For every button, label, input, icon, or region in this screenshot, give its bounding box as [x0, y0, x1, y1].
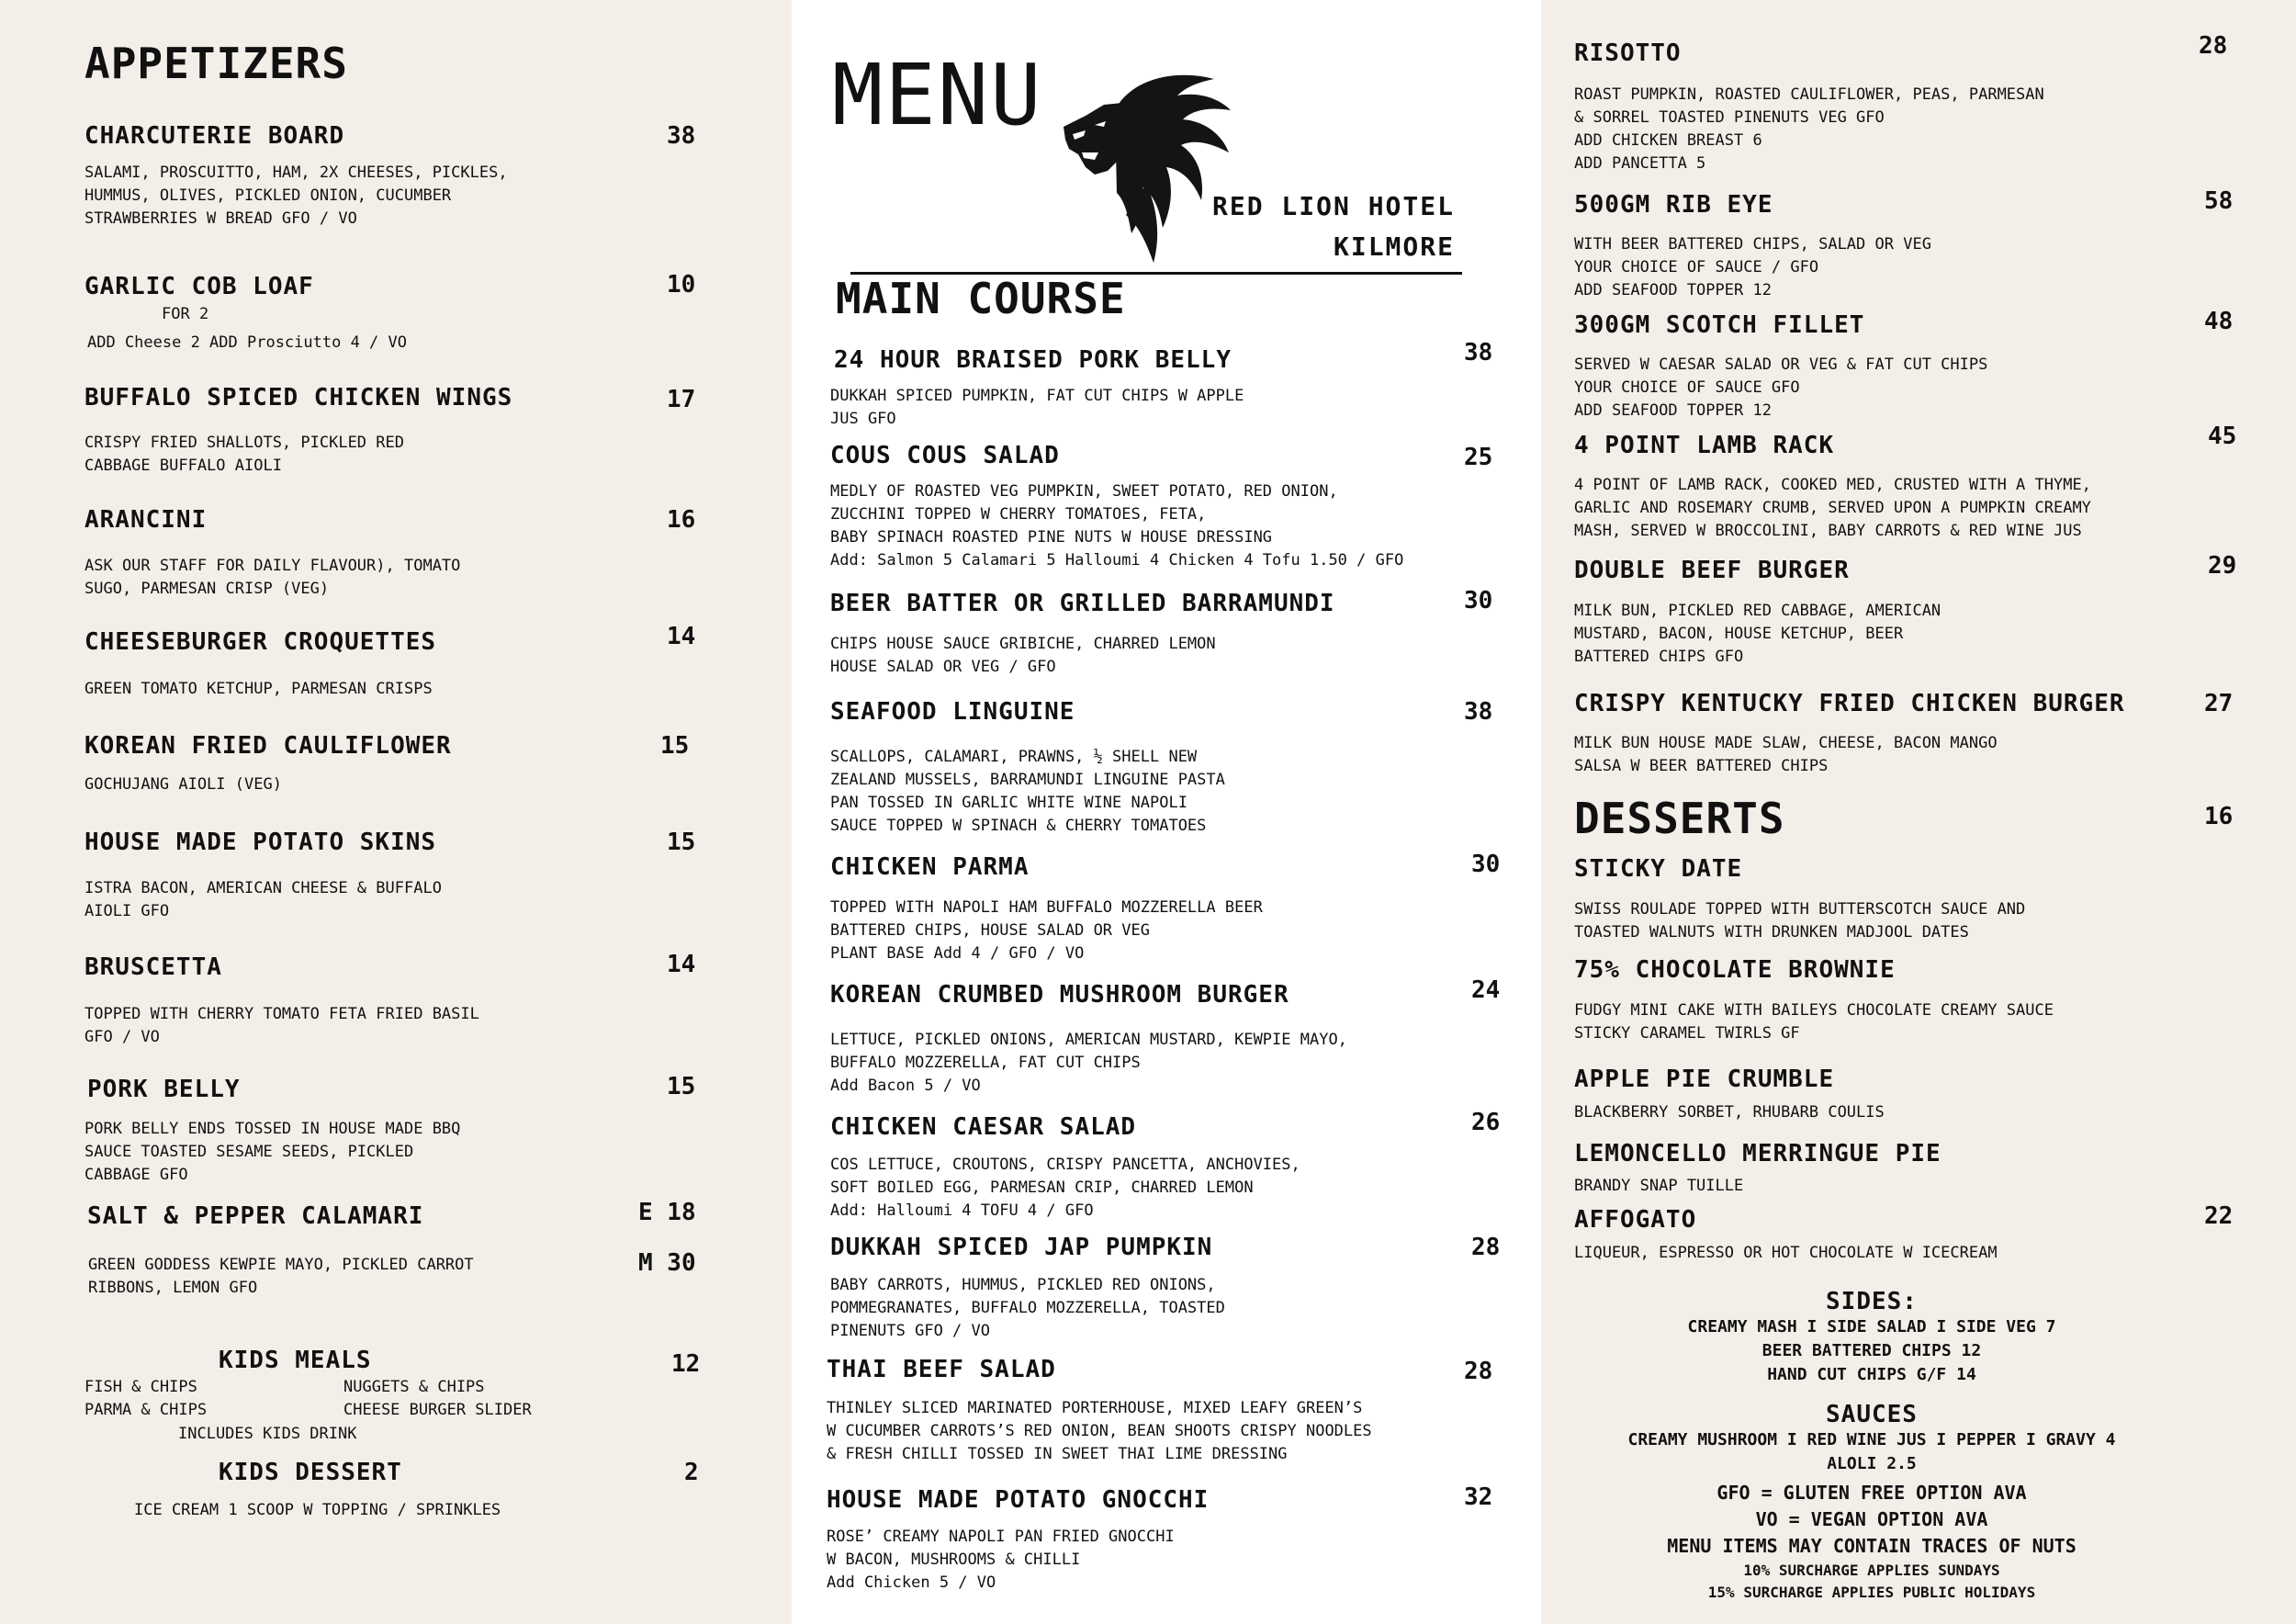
item-desc-line: ZUCCHINI TOPPED W CHERRY TOMATOES, FETA, [830, 505, 1207, 524]
item-desc-line: YOUR CHOICE OF SAUCE GFO [1574, 378, 1800, 397]
item-price: 32 [1464, 1483, 1493, 1511]
sauces-line: CREAMY MUSHROOM I RED WINE JUS I PEPPER I GRAVY 4 [1627, 1430, 2116, 1449]
item-name: 24 HOUR BRAISED PORK BELLY [834, 346, 1232, 374]
dessert-desc-line: BRANDY SNAP TUILLE [1574, 1177, 1744, 1195]
item-desc-line: ADD Cheese 2 ADD Prosciutto 4 / VO [87, 333, 407, 352]
item-price: 28 [1471, 1234, 1501, 1261]
item-name: DOUBLE BEEF BURGER [1574, 557, 1850, 584]
menu-title: MENU [832, 46, 1043, 144]
item-desc-line: TOPPED WITH CHERRY TOMATO FETA FRIED BASIL [84, 1005, 479, 1023]
item-desc-line: JUS GFO [830, 410, 896, 428]
item-desc-line: DUKKAH SPICED PUMPKIN, FAT CUT CHIPS W APPLE [830, 387, 1244, 405]
item-desc-line: YOUR CHOICE OF SAUCE / GFO [1574, 258, 1819, 276]
item-price: 15 [667, 1073, 696, 1100]
item-desc-line: BATTERED CHIPS, HOUSE SALAD OR VEG [830, 921, 1150, 940]
kids-meal-option: NUGGETS & CHIPS [343, 1378, 485, 1396]
item-desc-line: W BACON, MUSHROOMS & CHILLI [827, 1551, 1081, 1569]
item-desc-line: ISTRA BACON, AMERICAN CHEESE & BUFFALO [84, 879, 442, 897]
item-name: KOREAN FRIED CAULIFLOWER [84, 732, 452, 760]
dessert-name: APPLE PIE CRUMBLE [1574, 1066, 1835, 1093]
item-desc-line: CABBAGE BUFFALO AIOLI [84, 457, 282, 475]
item-price: 14 [667, 951, 696, 978]
kids-meals-note: INCLUDES KIDS DRINK [178, 1425, 357, 1443]
item-desc-line: SAUCE TOASTED SESAME SEEDS, PICKLED [84, 1143, 414, 1161]
item-desc-line: WITH BEER BATTERED CHIPS, SALAD OR VEG [1574, 235, 1931, 254]
item-price: 24 [1471, 976, 1501, 1004]
item-name: ARANCINI [84, 506, 208, 534]
item-price: 15 [667, 829, 696, 856]
item-desc-line: GARLIC AND ROSEMARY CRUMB, SERVED UPON A PUMPKIN CREAMY [1574, 499, 2091, 517]
item-name: COUS COUS SALAD [830, 442, 1060, 469]
item-name: RISOTTO [1574, 39, 1682, 67]
item-name: BRUSCETTA [84, 953, 222, 981]
item-desc-line: SERVED W CAESAR SALAD OR VEG & FAT CUT CHIPS [1574, 355, 1988, 374]
item-desc-line: GOCHUJANG AIOLI (VEG) [84, 775, 282, 794]
item-name: CRISPY KENTUCKY FRIED CHICKEN BURGER [1574, 690, 2125, 717]
item-price: 58 [2204, 187, 2234, 215]
kids-meals-price: 12 [671, 1350, 701, 1378]
item-sub: FOR 2 [162, 305, 209, 323]
main-course-heading: MAIN COURSE [836, 274, 1126, 323]
item-price: 38 [667, 122, 696, 150]
note-line: VO = VEGAN OPTION AVA [1755, 1508, 1988, 1530]
item-desc-line: SAUCE TOPPED W SPINACH & CHERRY TOMATOES [830, 817, 1207, 835]
item-desc-line: Add: Salmon 5 Calamari 5 Halloumi 4 Chicken 4 Tofu 1.50 / GFO [830, 551, 1404, 570]
item-desc-line: CRISPY FRIED SHALLOTS, PICKLED RED [84, 434, 404, 452]
item-desc-line: ADD SEAFOOD TOPPER 12 [1574, 401, 1772, 420]
item-price: 16 [667, 506, 696, 534]
item-price: 28 [2199, 32, 2228, 60]
sides-section [1541, 1288, 2202, 1387]
item-name: HOUSE MADE POTATO SKINS [84, 829, 437, 856]
item-desc-line: MILK BUN, PICKLED RED CABBAGE, AMERICAN [1574, 602, 1941, 620]
surcharge-line: 15% SURCHARGE APPLIES PUBLIC HOLIDAYS [1707, 1584, 2036, 1601]
item-desc-line: ADD CHICKEN BREAST 6 [1574, 131, 1762, 150]
notes-section [1541, 1480, 2202, 1604]
item-name: DUKKAH SPICED JAP PUMPKIN [830, 1234, 1213, 1261]
item-desc-line: BABY SPINACH ROASTED PINE NUTS W HOUSE DRESSING [830, 528, 1273, 547]
item-name: CHEESEBURGER CROQUETTES [84, 628, 437, 656]
item-desc-line: PAN TOSSED IN GARLIC WHITE WINE NAPOLI [830, 794, 1187, 812]
item-desc-line: ASK OUR STAFF FOR DAILY FLAVOUR), TOMATO [84, 557, 461, 575]
sauces-line: ALOLI 2.5 [1827, 1454, 1917, 1473]
item-desc-line: HOUSE SALAD OR VEG / GFO [830, 658, 1056, 676]
item-price: 29 [2208, 552, 2237, 580]
item-price: 38 [1464, 698, 1493, 726]
item-desc-line: THINLEY SLICED MARINATED PORTERHOUSE, MIXED LEAFY GREEN’S [827, 1399, 1363, 1417]
item-desc-line: MEDLY OF ROASTED VEG PUMPKIN, SWEET POTATO, RED ONION, [830, 482, 1338, 501]
sides-line: CREAMY MASH I SIDE SALAD I SIDE VEG 7 [1687, 1317, 2056, 1336]
sides-line: HAND CUT CHIPS G/F 14 [1767, 1365, 1976, 1384]
item-desc-line: POMMEGRANATES, BUFFALO MOZZERELLA, TOASTED [830, 1299, 1225, 1317]
item-desc-line: MASH, SERVED W BROCCOLINI, BABY CARROTS & RED WINE JUS [1574, 522, 2082, 540]
kids-meal-option: PARMA & CHIPS [84, 1401, 208, 1419]
item-desc-line: AIOLI GFO [84, 902, 170, 920]
dessert-name: LEMONCELLO MERRINGUE PIE [1574, 1140, 1941, 1167]
item-name: SEAFOOD LINGUINE [830, 698, 1075, 726]
item-name: CHARCUTERIE BOARD [84, 122, 345, 150]
dessert-desc-line: LIQUEUR, ESPRESSO OR HOT CHOCOLATE W ICECREAM [1574, 1244, 1998, 1262]
item-price: E 18 [638, 1199, 696, 1226]
item-name: THAI BEEF SALAD [827, 1356, 1056, 1383]
item-name: 4 POINT LAMB RACK [1574, 432, 1835, 459]
item-desc-line: PINENUTS GFO / VO [830, 1322, 990, 1340]
item-name: GARLIC COB LOAF [84, 273, 314, 300]
kids-meals-heading: KIDS MEALS [219, 1347, 372, 1374]
item-price: 17 [667, 386, 696, 413]
item-desc-line: ZEALAND MUSSELS, BARRAMUNDI LINGUINE PASTA [830, 771, 1225, 789]
item-desc-line: SCALLOPS, CALAMARI, PRAWNS, ½ SHELL NEW [830, 748, 1198, 766]
desserts-heading: DESSERTS [1574, 794, 1785, 843]
dessert-desc-line: BLACKBERRY SORBET, RHUBARB COULIS [1574, 1103, 1885, 1122]
main-course-panel [792, 0, 1541, 1624]
surcharge-line: 10% SURCHARGE APPLIES SUNDAYS [1743, 1562, 2000, 1579]
item-desc-line: SUGO, PARMESAN CRISP (VEG) [84, 580, 330, 598]
item-price: 10 [667, 271, 696, 299]
item-desc-line: TOPPED WITH NAPOLI HAM BUFFALO MOZZERELLA BEER [830, 898, 1263, 917]
item-price: 15 [660, 732, 690, 760]
item-price: 30 [1464, 587, 1493, 615]
item-desc-line: CABBAGE GFO [84, 1166, 188, 1184]
item-desc-line: MUSTARD, BACON, HOUSE KETCHUP, BEER [1574, 625, 1904, 643]
item-price-secondary: M 30 [638, 1249, 696, 1277]
grill-desserts-panel [1541, 0, 2296, 1624]
item-price: 28 [1464, 1358, 1493, 1385]
note-line: MENU ITEMS MAY CONTAIN TRACES OF NUTS [1667, 1535, 2077, 1557]
sauces-section [1541, 1401, 2202, 1476]
item-desc-line: HUMMUS, OLIVES, PICKLED ONION, CUCUMBER [84, 186, 452, 205]
dessert-desc-line: TOASTED WALNUTS WITH DRUNKEN MADJOOL DATES [1574, 923, 1969, 942]
dessert-desc-line: FUDGY MINI CAKE WITH BAILEYS CHOCOLATE CREAMY SAUCE [1574, 1001, 2054, 1020]
hotel-location: KILMORE [1333, 231, 1455, 262]
desserts-price: 16 [2204, 803, 2234, 830]
item-desc-line: PORK BELLY ENDS TOSSED IN HOUSE MADE BBQ [84, 1120, 461, 1138]
item-name: HOUSE MADE POTATO GNOCCHI [827, 1486, 1210, 1514]
item-price: 14 [667, 623, 696, 650]
dessert-name: STICKY DATE [1574, 855, 1743, 883]
dessert-desc-line: SWISS ROULADE TOPPED WITH BUTTERSCOTCH SAUCE AND [1574, 900, 2026, 919]
kids-dessert-price: 2 [684, 1459, 699, 1486]
item-desc-line: & SORREL TOASTED PINENUTS VEG GFO [1574, 108, 1885, 127]
kids-dessert-desc: ICE CREAM 1 SCOOP W TOPPING / SPRINKLES [134, 1501, 501, 1519]
item-price: 30 [1471, 851, 1501, 878]
item-desc-line: GFO / VO [84, 1028, 160, 1046]
kids-meal-option: CHEESE BURGER SLIDER [343, 1401, 532, 1419]
dessert-price: 22 [2204, 1202, 2234, 1230]
item-price: 38 [1464, 339, 1493, 367]
sides-heading: SIDES: [1826, 1288, 1918, 1315]
item-name: 500GM RIB EYE [1574, 191, 1773, 219]
dessert-desc-line: STICKY CARAMEL TWIRLS GF [1574, 1024, 1800, 1043]
item-desc-line: ROSE’ CREAMY NAPOLI PAN FRIED GNOCCHI [827, 1528, 1175, 1546]
item-desc-line: STRAWBERRIES W BREAD GFO / VO [84, 209, 357, 228]
item-desc-line: ADD PANCETTA 5 [1574, 154, 1706, 173]
item-desc-line: CHIPS HOUSE SAUCE GRIBICHE, CHARRED LEMON [830, 635, 1216, 653]
item-desc-line: Add Bacon 5 / VO [830, 1077, 981, 1095]
item-price: 25 [1464, 444, 1493, 471]
item-name: CHICKEN PARMA [830, 853, 1030, 881]
item-desc-line: COS LETTUCE, CROUTONS, CRISPY PANCETTA, ANCHOVIES, [830, 1156, 1300, 1174]
item-name: KOREAN CRUMBED MUSHROOM BURGER [830, 981, 1289, 1009]
item-desc-line: Add Chicken 5 / VO [827, 1573, 996, 1592]
item-desc-line: ROAST PUMPKIN, ROASTED CAULIFLOWER, PEAS, PARMESAN [1574, 85, 2044, 104]
item-desc-line: Add: Halloumi 4 TOFU 4 / GFO [830, 1201, 1094, 1220]
item-name: SALT & PEPPER CALAMARI [87, 1202, 424, 1230]
dessert-name: 75% CHOCOLATE BROWNIE [1574, 956, 1896, 984]
appetizers-heading: APPETIZERS [84, 39, 348, 88]
item-desc-line: GREEN GODDESS KEWPIE MAYO, PICKLED CARROT [88, 1256, 474, 1274]
note-line: GFO = GLUTEN FREE OPTION AVA [1716, 1482, 2027, 1504]
item-name: CHICKEN CAESAR SALAD [830, 1113, 1137, 1141]
appetizers-panel [0, 0, 792, 1624]
item-desc-line: LETTUCE, PICKLED ONIONS, AMERICAN MUSTARD, KEWPIE MAYO, [830, 1031, 1347, 1049]
item-name: BUFFALO SPICED CHICKEN WINGS [84, 384, 513, 412]
item-desc-line: ADD SEAFOOD TOPPER 12 [1574, 281, 1772, 299]
item-name: BEER BATTER OR GRILLED BARRAMUNDI [830, 590, 1335, 617]
item-desc-line: BABY CARROTS, HUMMUS, PICKLED RED ONIONS, [830, 1276, 1216, 1294]
item-desc-line: W CUCUMBER CARROTS’S RED ONION, BEAN SHOOTS CRISPY NOODLES [827, 1422, 1372, 1440]
item-name: 300GM SCOTCH FILLET [1574, 311, 1865, 339]
dessert-name: AFFOGATO [1574, 1206, 1697, 1234]
item-desc-line: SALSA W BEER BATTERED CHIPS [1574, 757, 1829, 775]
kids-meal-option: FISH & CHIPS [84, 1378, 197, 1396]
item-desc-line: 4 POINT OF LAMB RACK, COOKED MED, CRUSTED WITH A THYME, [1574, 476, 2091, 494]
sides-line: BEER BATTERED CHIPS 12 [1761, 1341, 1982, 1360]
kids-dessert-heading: KIDS DESSERT [219, 1459, 402, 1486]
item-desc-line: & FRESH CHILLI TOSSED IN SWEET THAI LIME DRESSING [827, 1445, 1288, 1463]
hotel-name: RED LION HOTEL [1211, 191, 1455, 221]
item-desc-line: RIBBONS, LEMON GFO [88, 1279, 258, 1297]
lion-head-icon [1058, 46, 1232, 266]
item-desc-line: GREEN TOMATO KETCHUP, PARMESAN CRISPS [84, 680, 433, 698]
item-price: 48 [2204, 308, 2234, 335]
item-desc-line: SALAMI, PROSCUITTO, HAM, 2X CHEESES, PICKLES, [84, 164, 508, 182]
item-desc-line: MILK BUN HOUSE MADE SLAW, CHEESE, BACON MANGO [1574, 734, 1998, 752]
item-name: PORK BELLY [87, 1076, 241, 1103]
item-desc-line: BUFFALO MOZZERELLA, FAT CUT CHIPS [830, 1054, 1141, 1072]
item-price: 27 [2204, 690, 2234, 717]
item-desc-line: BATTERED CHIPS GFO [1574, 648, 1744, 666]
item-price: 26 [1471, 1109, 1501, 1136]
item-desc-line: PLANT BASE Add 4 / GFO / VO [830, 944, 1085, 963]
item-desc-line: SOFT BOILED EGG, PARMESAN CRIP, CHARRED LEMON [830, 1179, 1254, 1197]
item-price: 45 [2208, 423, 2237, 450]
sauces-heading: SAUCES [1826, 1401, 1918, 1428]
